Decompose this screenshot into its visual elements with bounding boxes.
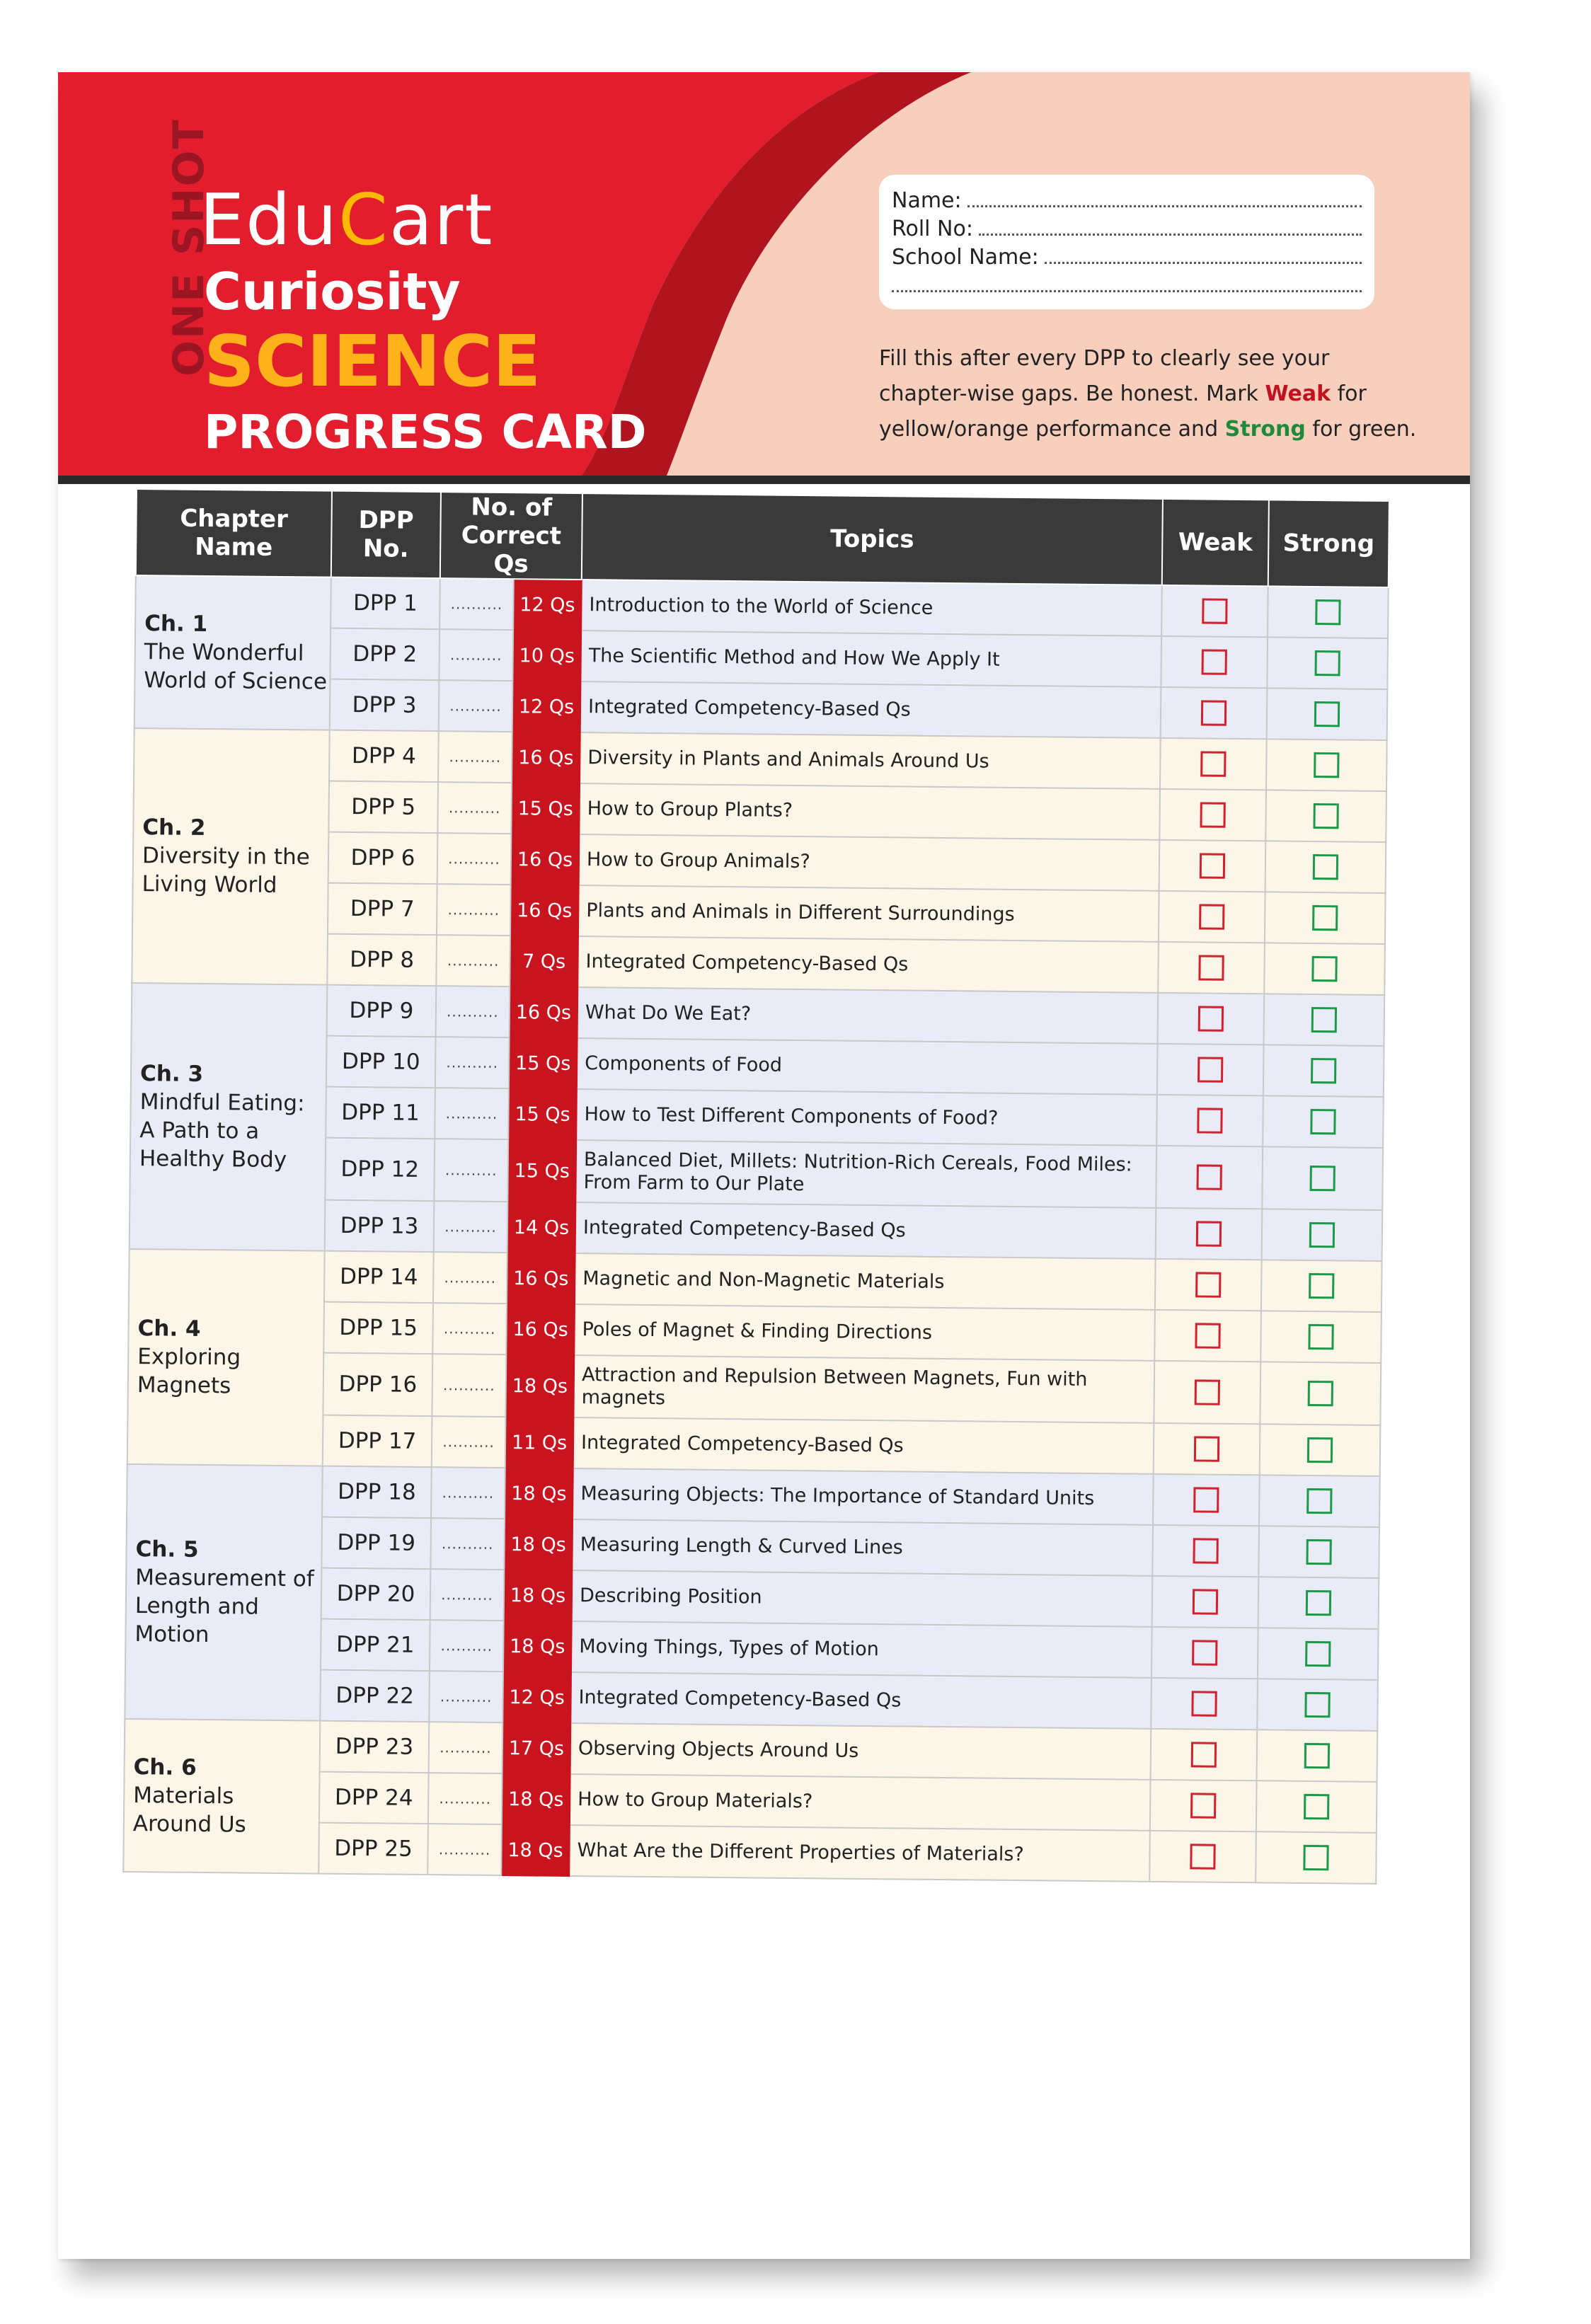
total-qs: 16 Qs (512, 732, 580, 783)
correct-qs-blank[interactable]: .......... (433, 1252, 507, 1304)
weak-cell (1161, 636, 1268, 688)
weak-cell (1156, 1146, 1263, 1209)
weak-checkbox[interactable] (1197, 1057, 1223, 1083)
total-qs: 16 Qs (507, 1253, 575, 1304)
weak-checkbox[interactable] (1197, 1108, 1222, 1134)
total-qs: 17 Qs (502, 1722, 571, 1774)
weak-cell (1157, 1044, 1264, 1095)
dpp-number: DPP 23 (320, 1721, 430, 1773)
topic-text: What Are the Different Properties of Materials? (569, 1825, 1150, 1882)
dpp-number: DPP 4 (329, 730, 439, 782)
subject-title: SCIENCE (204, 320, 541, 403)
topic-text: Diversity in Plants and Animals Around Us (580, 732, 1161, 789)
strong-cell (1267, 688, 1388, 740)
weak-cell (1159, 840, 1266, 892)
strong-checkbox[interactable] (1304, 1794, 1329, 1819)
strong-cell (1262, 1146, 1383, 1210)
weak-cell (1161, 585, 1268, 637)
total-qs: 15 Qs (509, 1037, 578, 1089)
chapter-number: Ch. 1 (144, 611, 208, 637)
weak-cell (1150, 1780, 1257, 1831)
topic-text: Poles of Magnet & Finding Directions (574, 1304, 1155, 1361)
strong-cell (1261, 1260, 1382, 1312)
strong-cell (1259, 1475, 1380, 1527)
dpp-number: DPP 22 (320, 1670, 430, 1722)
dpp-number: DPP 19 (321, 1517, 431, 1569)
one-shot-vertical-label: ONE SHOT (164, 118, 214, 376)
correct-qs-blank[interactable]: .......... (436, 935, 510, 986)
dpp-number: DPP 3 (330, 679, 440, 731)
total-qs: 15 Qs (508, 1088, 577, 1140)
dpp-number: DPP 7 (328, 883, 437, 935)
total-qs: 18 Qs (501, 1824, 570, 1876)
dpp-number: DPP 17 (323, 1415, 432, 1467)
note-strong-word: Strong (1224, 417, 1306, 442)
name-blank[interactable] (967, 205, 1362, 207)
weak-cell (1154, 1361, 1260, 1424)
strong-cell (1267, 637, 1388, 689)
strong-checkbox[interactable] (1309, 1222, 1335, 1248)
strong-checkbox[interactable] (1313, 854, 1338, 880)
school-name-blank[interactable] (1045, 262, 1362, 264)
strong-checkbox[interactable] (1314, 701, 1340, 727)
weak-cell (1151, 1627, 1258, 1679)
dpp-number: DPP 8 (327, 934, 437, 986)
correct-qs-blank[interactable]: .......... (429, 1671, 503, 1722)
logo-text-end: art (389, 178, 494, 261)
correct-qs-blank[interactable]: .......... (432, 1416, 506, 1468)
strong-checkbox[interactable] (1304, 1743, 1330, 1768)
chapter-number: Ch. 3 (139, 1061, 204, 1087)
col-dpp-no: DPP No. (331, 491, 441, 578)
strong-checkbox[interactable] (1311, 1058, 1336, 1083)
correct-qs-blank[interactable]: .......... (439, 629, 513, 681)
strong-checkbox[interactable] (1311, 1007, 1337, 1032)
weak-checkbox[interactable] (1201, 701, 1227, 726)
dpp-number: DPP 6 (328, 832, 438, 884)
topic-text: Balanced Diet, Millets: Nutrition-Rich Cereals, Food Miles: From Farm to Our Plate (575, 1140, 1156, 1208)
weak-cell (1152, 1525, 1259, 1577)
total-qs: 15 Qs (511, 783, 580, 834)
topic-text: Measuring Objects: The Importance of Standard Units (573, 1468, 1154, 1525)
strong-cell (1256, 1831, 1377, 1884)
correct-qs-blank[interactable]: .......... (439, 680, 513, 732)
correct-qs-blank[interactable]: .......... (432, 1354, 506, 1417)
weak-checkbox[interactable] (1200, 752, 1226, 777)
total-qs: 16 Qs (506, 1304, 575, 1355)
weak-checkbox[interactable] (1191, 1742, 1217, 1768)
correct-qs-blank[interactable]: .......... (434, 1139, 508, 1202)
total-qs: 16 Qs (511, 834, 580, 885)
correct-qs-blank[interactable]: .......... (427, 1824, 502, 1875)
dpp-number: DPP 20 (321, 1568, 431, 1620)
total-qs: 18 Qs (504, 1570, 573, 1621)
school-name-field-line2[interactable] (892, 270, 1362, 298)
weak-checkbox[interactable] (1192, 1640, 1217, 1666)
chapter-name: Materials Around Us (132, 1783, 246, 1838)
strong-cell (1263, 1095, 1384, 1148)
topic-text: Moving Things, Types of Motion (571, 1621, 1152, 1678)
strong-checkbox[interactable] (1303, 1845, 1328, 1870)
total-qs: 18 Qs (503, 1621, 572, 1672)
topic-text: Plants and Animals in Different Surroundings (578, 885, 1159, 942)
topic-text: How to Group Animals? (579, 834, 1160, 891)
school-name-label: School Name: (892, 245, 1039, 270)
school-name-blank-2[interactable] (892, 290, 1362, 292)
weak-cell (1149, 1831, 1256, 1882)
topic-text: Describing Position (572, 1570, 1153, 1627)
strong-checkbox[interactable] (1313, 803, 1338, 829)
strong-checkbox[interactable] (1311, 956, 1337, 982)
dpp-number: DPP 10 (326, 1036, 436, 1088)
topic-text: The Scientific Method and How We Apply It (580, 631, 1161, 687)
chapter-cell (125, 1464, 322, 1721)
col-chapter-name: Chapter Name (136, 489, 332, 577)
header-banner (58, 72, 1470, 476)
progress-card-sheet (58, 72, 1470, 2259)
total-qs: 16 Qs (510, 885, 579, 936)
dpp-number: DPP 1 (331, 577, 440, 629)
note-text-2: for yellow/orange performance and (879, 381, 1367, 442)
topic-text: Integrated Competency-Based Qs (570, 1672, 1151, 1729)
strong-cell (1265, 790, 1386, 842)
strong-cell (1256, 1781, 1377, 1833)
weak-cell (1154, 1310, 1261, 1362)
dpp-number: DPP 15 (323, 1302, 433, 1354)
roll-no-field[interactable] (892, 213, 1362, 241)
strong-cell (1260, 1362, 1381, 1425)
weak-checkbox[interactable] (1193, 1589, 1218, 1615)
weak-cell (1161, 687, 1268, 739)
correct-qs-blank[interactable]: .......... (434, 1201, 508, 1253)
weak-checkbox[interactable] (1196, 1221, 1222, 1247)
weak-checkbox[interactable] (1197, 1165, 1222, 1190)
correct-qs-blank[interactable]: .......... (430, 1569, 505, 1621)
total-qs: 11 Qs (505, 1417, 574, 1468)
correct-qs-blank[interactable]: .......... (440, 578, 514, 630)
weak-checkbox[interactable] (1200, 803, 1225, 828)
student-info-box (879, 175, 1374, 309)
chapter-cell (134, 575, 331, 730)
topic-text: Attraction and Repulsion Between Magnets, Fun with magnets (573, 1355, 1154, 1423)
total-qs: 12 Qs (512, 681, 581, 732)
correct-qs-blank[interactable]: .......... (438, 731, 512, 783)
weak-cell (1153, 1474, 1260, 1526)
chapter-name: Mindful Eating: A Path to a Healthy Body (139, 1089, 305, 1173)
topic-text: Integrated Competency-Based Qs (573, 1417, 1154, 1474)
weak-checkbox[interactable] (1195, 1272, 1221, 1298)
topic-text: How to Test Different Components of Food? (576, 1089, 1157, 1146)
note-text-1: Fill this after every DPP to clearly see your chapter-wise gaps. Be honest. Mark (879, 346, 1330, 406)
name-field[interactable] (892, 185, 1362, 213)
strong-cell (1260, 1311, 1382, 1363)
weak-cell (1151, 1678, 1258, 1730)
strong-cell (1265, 841, 1386, 893)
weak-cell (1160, 738, 1267, 790)
roll-no-label: Roll No: (892, 217, 973, 241)
total-qs: 7 Qs (510, 936, 578, 987)
dpp-number: DPP 16 (323, 1353, 432, 1416)
strong-checkbox[interactable] (1307, 1437, 1333, 1463)
weak-checkbox[interactable] (1193, 1538, 1218, 1564)
dpp-number: DPP 11 (326, 1087, 435, 1139)
topic-text: Measuring Length & Curved Lines (572, 1519, 1153, 1576)
topic-text: Introduction to the World of Science (581, 580, 1162, 636)
topic-text: Magnetic and Non-Magnetic Materials (575, 1253, 1156, 1310)
strong-checkbox[interactable] (1306, 1539, 1331, 1565)
total-qs: 12 Qs (502, 1672, 571, 1723)
strong-cell (1258, 1628, 1379, 1680)
topic-text: Components of Food (577, 1038, 1158, 1095)
topic-text: Integrated Competency-Based Qs (575, 1202, 1156, 1259)
weak-cell (1158, 942, 1265, 994)
col-weak: Weak (1162, 499, 1269, 586)
weak-checkbox[interactable] (1198, 955, 1224, 981)
dpp-number: DPP 13 (325, 1200, 435, 1252)
chapter-cell (132, 728, 329, 985)
strong-checkbox[interactable] (1310, 1109, 1336, 1134)
strong-cell (1264, 943, 1385, 995)
chapter-cell (127, 1249, 325, 1466)
weak-checkbox[interactable] (1191, 1691, 1217, 1717)
total-qs: 18 Qs (505, 1354, 574, 1417)
chapter-name: Measurement of Length and Motion (134, 1565, 314, 1648)
weak-checkbox[interactable] (1193, 1488, 1219, 1513)
weak-checkbox[interactable] (1195, 1380, 1220, 1405)
strong-cell (1262, 1209, 1383, 1261)
chapter-name: Diversity in the Living World (142, 843, 310, 898)
logo-text-start: Edu (200, 178, 339, 261)
chapter-number: Ch. 2 (142, 815, 206, 841)
chapter-number: Ch. 5 (135, 1536, 199, 1563)
strong-cell (1258, 1526, 1379, 1578)
topic-text: How to Group Plants? (579, 783, 1160, 840)
strong-cell (1265, 892, 1386, 944)
correct-qs-blank[interactable]: .......... (437, 782, 512, 834)
strong-checkbox[interactable] (1309, 1273, 1334, 1299)
total-qs: 14 Qs (507, 1202, 576, 1253)
weak-cell (1155, 1259, 1262, 1311)
table-body (123, 575, 1389, 1884)
note-weak-word: Weak (1265, 381, 1331, 406)
strong-checkbox[interactable] (1308, 1324, 1333, 1350)
correct-qs-blank[interactable]: .......... (437, 884, 511, 936)
chapter-name: Exploring Magnets (137, 1344, 241, 1399)
weak-cell (1156, 1095, 1263, 1146)
strong-checkbox[interactable] (1315, 599, 1340, 625)
weak-cell (1159, 789, 1266, 841)
correct-qs-blank[interactable]: .......... (437, 833, 512, 885)
strong-checkbox[interactable] (1305, 1641, 1331, 1667)
strong-cell (1268, 586, 1389, 638)
strong-checkbox[interactable] (1308, 1381, 1333, 1406)
dpp-number: DPP 14 (324, 1251, 434, 1303)
table-header-row (136, 489, 1389, 587)
school-name-field[interactable] (892, 241, 1362, 270)
strong-cell (1266, 739, 1387, 791)
dpp-number: DPP 18 (322, 1466, 432, 1518)
weak-cell (1159, 891, 1265, 943)
series-title: Curiosity (204, 262, 461, 321)
weak-checkbox[interactable] (1194, 1437, 1219, 1462)
col-strong: Strong (1268, 500, 1389, 587)
strong-checkbox[interactable] (1312, 905, 1338, 931)
weak-checkbox[interactable] (1200, 853, 1225, 879)
total-qs: 10 Qs (512, 630, 581, 681)
chapter-number: Ch. 6 (133, 1754, 197, 1781)
strong-cell (1264, 994, 1385, 1046)
total-qs: 15 Qs (507, 1139, 576, 1202)
strong-checkbox[interactable] (1315, 650, 1340, 676)
col-correct-qs-line1: No. of (471, 493, 553, 522)
strong-checkbox[interactable] (1314, 752, 1339, 778)
topic-text: Integrated Competency-Based Qs (578, 936, 1159, 993)
educart-logo (200, 178, 493, 261)
progress-table (122, 488, 1390, 1885)
dpp-number: DPP 21 (321, 1619, 430, 1671)
col-correct-qs (440, 492, 582, 580)
weak-cell (1151, 1729, 1258, 1781)
strong-checkbox[interactable] (1304, 1692, 1330, 1718)
strong-cell (1263, 1045, 1384, 1097)
correct-qs-blank[interactable]: .......... (436, 986, 510, 1037)
correct-qs-blank[interactable]: .......... (431, 1467, 505, 1519)
weak-cell (1154, 1423, 1260, 1475)
topic-text: Integrated Competency-Based Qs (580, 681, 1161, 738)
weak-checkbox[interactable] (1198, 1006, 1224, 1032)
correct-qs-blank[interactable]: .......... (432, 1303, 507, 1354)
total-qs: 12 Qs (513, 579, 582, 631)
weak-cell (1156, 1208, 1263, 1260)
weak-cell (1152, 1576, 1259, 1628)
weak-cell (1158, 993, 1265, 1045)
total-qs: 18 Qs (502, 1773, 570, 1825)
dpp-number: DPP 5 (328, 781, 438, 833)
total-qs: 16 Qs (510, 986, 578, 1038)
weak-checkbox[interactable] (1199, 904, 1224, 930)
topic-text: Observing Objects Around Us (570, 1723, 1151, 1780)
chapter-cell (130, 983, 328, 1251)
header-divider (58, 476, 1470, 484)
correct-qs-blank[interactable]: .......... (435, 1037, 510, 1088)
strong-checkbox[interactable] (1306, 1488, 1332, 1514)
progress-table-wrapper (122, 488, 1389, 1885)
note-text-3: for green. (1305, 417, 1417, 442)
correct-qs-blank[interactable]: .......... (435, 1088, 509, 1139)
topic-text: What Do We Eat? (578, 987, 1159, 1044)
correct-qs-blank[interactable]: .......... (430, 1620, 504, 1672)
strong-checkbox[interactable] (1310, 1166, 1336, 1191)
instructions-note (879, 341, 1417, 447)
dpp-number: DPP 24 (319, 1772, 429, 1824)
weak-checkbox[interactable] (1202, 599, 1227, 624)
total-qs: 18 Qs (504, 1519, 573, 1570)
strong-checkbox[interactable] (1306, 1590, 1331, 1616)
total-qs: 18 Qs (505, 1468, 573, 1519)
chapter-name: The Wonderful World of Science (144, 639, 328, 695)
roll-no-blank[interactable] (979, 234, 1362, 236)
cart-icon: C (338, 178, 389, 261)
topic-text: How to Group Materials? (570, 1774, 1151, 1831)
correct-qs-blank[interactable]: .......... (429, 1722, 503, 1773)
weak-checkbox[interactable] (1195, 1323, 1220, 1349)
dpp-number: DPP 2 (330, 628, 440, 680)
dpp-number: DPP 12 (325, 1138, 435, 1201)
chapter-number: Ch. 4 (137, 1316, 201, 1342)
chapter-cell (123, 1719, 320, 1874)
weak-checkbox[interactable] (1190, 1844, 1215, 1870)
correct-qs-blank[interactable]: .......... (428, 1773, 502, 1824)
weak-checkbox[interactable] (1202, 650, 1227, 675)
name-label: Name: (892, 188, 962, 213)
card-title: PROGRESS CARD (204, 405, 647, 459)
weak-checkbox[interactable] (1190, 1793, 1216, 1819)
dpp-number: DPP 9 (327, 985, 437, 1037)
strong-cell (1260, 1424, 1381, 1476)
col-correct-qs-line2: Correct Qs (461, 521, 562, 579)
dpp-number: DPP 25 (318, 1823, 428, 1875)
col-topics: Topics (582, 493, 1163, 585)
strong-cell (1258, 1577, 1379, 1629)
correct-qs-blank[interactable]: .......... (430, 1518, 505, 1570)
strong-cell (1257, 1730, 1378, 1782)
strong-cell (1257, 1679, 1378, 1731)
